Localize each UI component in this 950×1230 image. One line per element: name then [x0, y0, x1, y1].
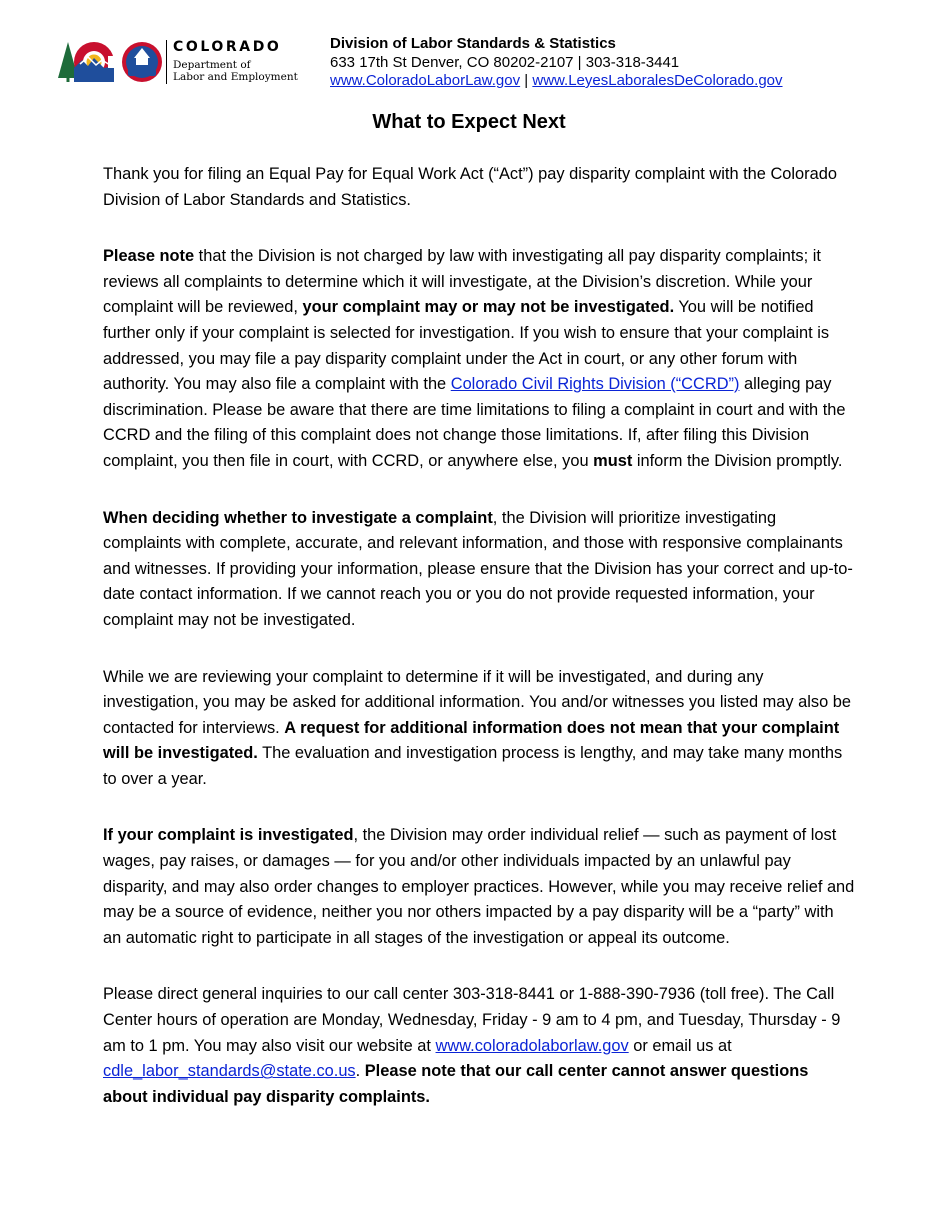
email-link[interactable]: cdle_labor_standards@state.co.us — [103, 1062, 356, 1081]
paragraph-reviewing — [103, 665, 855, 793]
cdle-logo — [58, 38, 308, 88]
text: inform the Division promptly. — [632, 451, 843, 470]
logo-divider — [166, 40, 167, 84]
text: The evaluation and investigation process is lengthy, and may take many months to over a year. — [103, 744, 843, 788]
website-link[interactable]: www.coloradolaborlaw.gov — [435, 1036, 629, 1055]
division-address: 633 17th St Denver, CO 80202-2107 | 303-318-3441 — [330, 53, 680, 71]
text: alleging pay discrimination. Please be aware that there are time limitations to filing a complaint in court and with the CCRD and the filing of this complaint does not change those limitations. If, after filing this Division complaint, you then file in court, with CCRD, or anywhere else, you — [103, 375, 846, 470]
logo-dept-line2: Labor and Employment — [173, 71, 298, 83]
website-links — [330, 72, 783, 91]
agency-info — [330, 35, 783, 91]
bold-request-info: A request for additional information does not mean that your complaint will be investigated. — [103, 718, 840, 763]
ccrd-link[interactable]: Colorado Civil Rights Division (“CCRD”) — [450, 375, 740, 394]
text: that the Division is not charged by law with investigating all pay disparity complaints; it reviews all complaints to determine which it will investigate, at the Division’s discretion. While your complaint will be reviewed, — [103, 247, 821, 317]
text: or email us at — [628, 1036, 732, 1055]
division-name: Division of Labor Standards & Statistics — [330, 35, 616, 52]
text: , the Division may order individual relief — such as payment of lost wages, pay raises, or damages — for you and/or other individuals impacted by an unlawful pay disparity, and may also order changes to employer practices. However, while you may receive relief and may be a source of evidence, neither you nor others impacted by a pay disparity will be a “party” with an automatic right to participate in all stages of the investigation or appeal its outcome. — [103, 826, 855, 947]
paragraph-please-note — [103, 244, 855, 474]
logo-dept-line1: Department of — [173, 59, 251, 71]
page-title: What to Expect Next — [372, 111, 566, 133]
bold-deciding: When deciding whether to investigate a complaint — [103, 508, 493, 527]
paragraph-inquiries — [103, 982, 855, 1110]
bold-please-note: Please note — [103, 247, 195, 266]
text: While we are reviewing your complaint to determine if it will be investigated, and during any investigation, you may be asked for additional information. You and/or witnesses you listed may also be contacted for interviews. — [103, 667, 852, 737]
bold-must: must — [593, 451, 633, 470]
paragraph-deciding — [103, 506, 855, 634]
text: Please direct general inquiries to our call center 303-318-8441 or 1-888-390-7936 (toll free). The Call Center hours of operation are Monday, Wednesday, Friday - 9 am to 4 pm, and Tuesday, Thursday - 9 am to 1 pm. You may also visit our website at — [103, 985, 841, 1055]
text: . — [355, 1062, 365, 1081]
bold-call-center-note: Please note that our call center cannot answer questions about individual pay disparity complaints. — [103, 1062, 809, 1106]
colorado-logo-icon — [58, 38, 166, 88]
logo-state: COLORADO — [173, 39, 282, 55]
link-separator: | — [520, 72, 533, 89]
link-spanish-site[interactable]: www.LeyesLaboralesDeColorado.gov — [532, 72, 783, 89]
bold-may-not-investigated: your complaint may or may not be investigated. — [302, 298, 675, 317]
paragraph-investigated — [103, 823, 855, 951]
paragraph-intro: Thank you for filing an Equal Pay for Equal Work Act (“Act”) pay disparity complaint with the Colorado Division of Labor Standards and Statistics. — [103, 165, 837, 209]
text: You will be notified further only if your complaint is selected for investigation. If you wish to ensure that your complaint is addressed, you may file a pay disparity complaint under the Act in court, or any other forum with authority. You may also file a complaint with the — [103, 298, 830, 394]
bold-if-investigated: If your complaint is investigated — [103, 826, 354, 845]
document-body — [103, 162, 855, 1141]
link-english-site[interactable]: www.ColoradoLaborLaw.gov — [330, 72, 521, 89]
text: , the Division will prioritize investigating complaints with complete, accurate, and relevant information, and those with responsive complainants and witnesses. If providing your information, please ensure that the Division has your correct and up-to-date contact information. If we cannot reach you or you do not provide requested information, your complaint may not be investigated. — [103, 508, 853, 629]
logo-text — [173, 38, 298, 83]
